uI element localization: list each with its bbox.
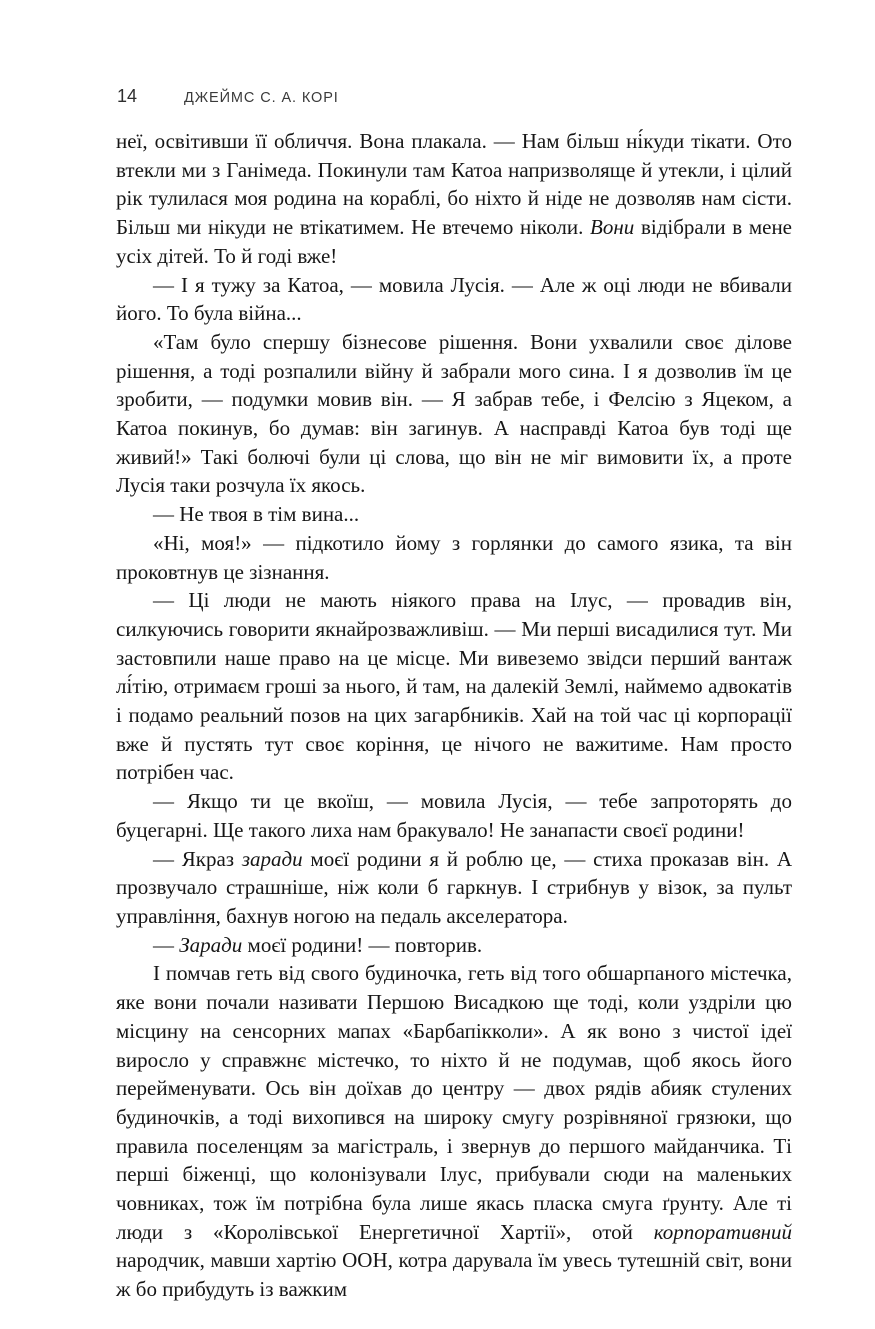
body-text: — Якщо ти це вкоїш, — мовила Лусія, — тебе запроторять до буцегарні. Ще такого лиха нам бракувало! Не занапасти своєї родини! [116,789,792,842]
paragraph [116,787,792,844]
body-text: «Там було спершу бізнесове рішення. Вони ухвалили своє ділове рішення, а тоді розпалили війну й забрали мого сина. І я дозволив їм це зробити, — подумки мовив він. — Я забрав тебе, і Фелсію з Яцеком, а Катоа покинув, бо думав: він загинув. А насправді Катоа був тоді ще живий!» Такі болючі були ці слова, що він не міг вимовити їх, а проте Лусія таки розчула їх якось. [116,329,792,498]
paragraph [116,959,792,1303]
body-text: моєї родини я й роблю це, — стиха проказав він. А прозвучало страшніше, ніж коли б гаркнув. І стрибнув у візок, за пульт управління, бахнув ногою на педаль акселератора. [116,846,792,928]
italic-text: Заради [179,932,243,957]
body-text: — [153,932,180,957]
body-text: — І я тужу за Катоа, — мовила Лусія. — Але ж оці люди не вбивали його. То була війна... [116,272,792,326]
text-block [116,127,792,1304]
italic-text: корпоративний [653,1219,792,1244]
paragraph [116,328,792,500]
body-text: народчик, мавши хартію ООН, котра дарувала їм увесь тутешній світ, вони ж бо прибудуть із важким [116,1248,792,1302]
running-header: ДЖЕЙМС С. А. КОРІ [184,90,339,106]
paragraph [116,931,792,960]
paragraph [116,500,792,529]
body-text: — Якраз [153,846,242,871]
paragraph [116,271,792,328]
body-text: — Не твоя в тім вина... [153,502,360,527]
body-text: І помчав геть від свого будиночка, геть від того обшарпаного містечка, яке вони почали називати Першою Висадкою ще тоді, коли уздріли цю місцину на сенсорних мапах «Барбапікколи». А як воно з чистої ідеї виросло у справжнє містечко, то ніхто й не подумав, щоб якось його перейменувати. Ось він доїхав до центру — двох рядів абияк стулених будиночків, а тоді вихопився на широку смугу розрівняної грязюки, що правила поселенцям за магістраль, і звернув до першого майданчика. Ті перші біженці, що колонізували Ілус, прибували сюди на маленьких човниках, тож їм потрібна була лише якась пласка смуга ґрунту. Але ті люди з «Королівської Енергетичної Хартії», отой [116,961,792,1244]
body-text: відібрали в мене усіх дітей. То й годі вже! [116,215,793,268]
body-text: «Ні, моя!» — підкотило йому з горлянки до самого язика, та він проковтнув це зізнання. [116,530,792,584]
body-text: — Ці люди не мають ніякого права на Ілус, — провадив він, силкуючись говорити якнайрозважливіш. — Ми перші висадилися тут. Ми застовпили наше право на це місце. Ми вивеземо звідси перший вантаж лі́тію, отримаєм гроші за нього, й там, на далекій Землі, наймемо адвокатів і подамо реальний позов на цих загарбників. Хай на той час ці корпорації вже й пустять тут своє коріння, це нічого не важитиме. Нам просто потрібен час. [116,588,792,785]
italic-text: заради [241,846,303,871]
page-header [117,86,790,107]
paragraph [116,529,792,586]
italic-text: Вони [590,215,635,240]
page-number: 14 [117,86,138,106]
paragraph [116,845,792,931]
paragraph [116,127,792,271]
paragraph [116,586,792,787]
body-text: моєї родини! — повторив. [242,932,483,957]
body-text: неї, освітивши її обличчя. Вона плакала. — Нам більш ні́куди тікати. Ото втекли ми з Ганімеда. Покинули там Катоа напризволяще й утекли, і цілий рік тулилася моя родина на кораблі, бо ніхто й ніде не дозволяв нам сісти. Більш ми нікуди не втікатимем. Не втечемо ніколи. [116,129,792,240]
